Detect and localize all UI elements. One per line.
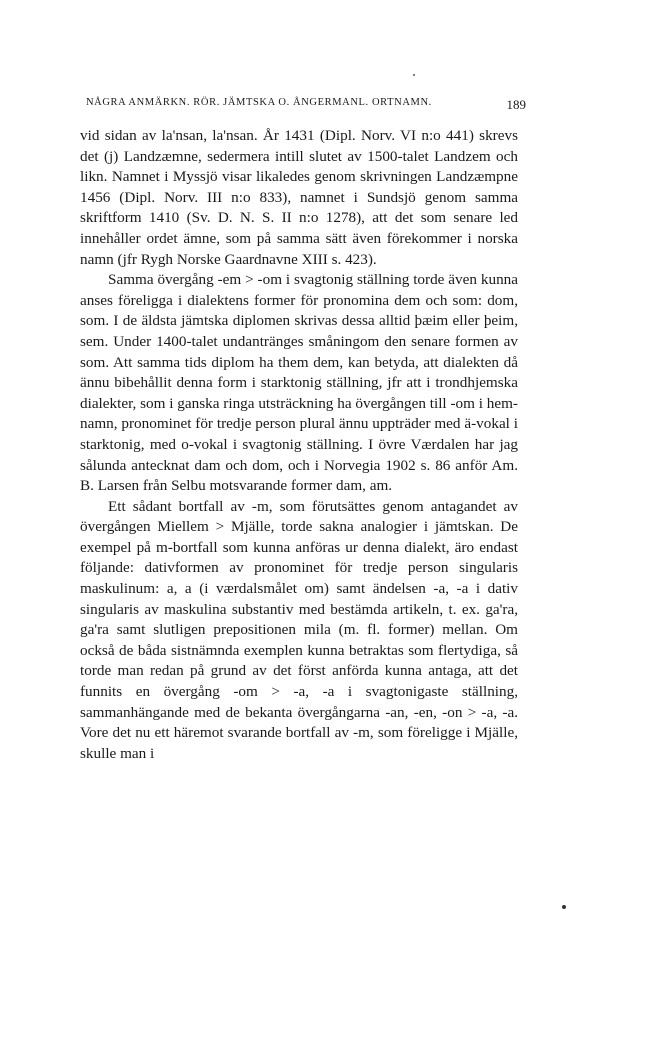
paragraph-1: vid sidan av la'nsan, la'nsan. År 1431 (Dipl. Norv. VI n:o 441) skrevs det (j) Landzæmne, sedermera intill slutet av 1500-talet Landzem och likn. Namnet i Myssjö visar likaledes genom skrivningen Landzæmpne 1456 (Dipl. Norv. III n:o 833), namnet i Sundsjö genom samma skriftform 1410 (Sv. D. N. S. II n:o 1278), att det som senare led innehåller ordet ämne, som på samma sätt även förekommer i norska namn (jfr Rygh Norske Gaardnavne XIII s. 423).	[80, 127, 518, 268]
page-number: 189	[506, 97, 526, 112]
running-title: NÅGRA ANMÄRKN. RÖR. JÄMTSKA O. ÅNGERMANL. ORTNAMN.	[86, 97, 432, 108]
paragraph-3: Ett sådant bortfall av -m, som förutsättes genom antagandet av övergången Miellem > Mjälle, torde sakna analogier i jämtskan. De exempel på m-bortfall som kunna anföras ur denna dialekt, äro endast följande: dativformen av pronominet för tredje person singularis maskulinum: a, a (i værdalsmålet om) samt ändelsen -a, -a i dativ singularis av maskulina substantiv med bestämda artikeln, t. ex. ga'ra, ga'ra samt slutligen prepositionen mila (m. fl. former) mellan. Om också de båda sistnämnda exemplen kunna betraktas som flertydiga, så torde man redan på grund av det först anförda kunna antaga, att det funnits en övergång -om > -a, -a i svagtonigaste ställning, sammanhängande med de bekanta övergångarna -an, -en, -on > -a, -a. Vore det nu ett häremot svarande bortfall av -m, som föreligge i Mjälle, skulle man i	[80, 497, 518, 762]
running-header	[86, 97, 526, 113]
speck-mark	[413, 74, 415, 76]
speck-mark-bottom	[562, 905, 566, 909]
body-text	[80, 126, 518, 764]
paragraph-2: Samma övergång -em > -om i svagtonig ställning torde även kunna anses föreligga i dialektens former för pronomina dem och som: dom, som. I de äldsta jämtska diplomen skrivas dessa alltid þæim eller þeim, sem. Under 1400-talet undantränges småningom den senare formen av som. Att samma tids diplom ha them dem, kan betyda, att dialekten då ännu bibehållit denna form i starktonig ställning, jfr att i trondhjemska dialekter, som i ganska ringa utsträckning ha övergången till -om i hem-namn, pronominet för tredje person plural ännu uppträder med ä-vokal i starktonig, med o-vokal i svagtonig ställning. I övre Værdalen har jag sålunda antecknat dam och dom, och i Norvegia 1902 s. 86 anför Am. B. Larsen från Selbu motsvarande former dam, am.	[80, 271, 518, 495]
